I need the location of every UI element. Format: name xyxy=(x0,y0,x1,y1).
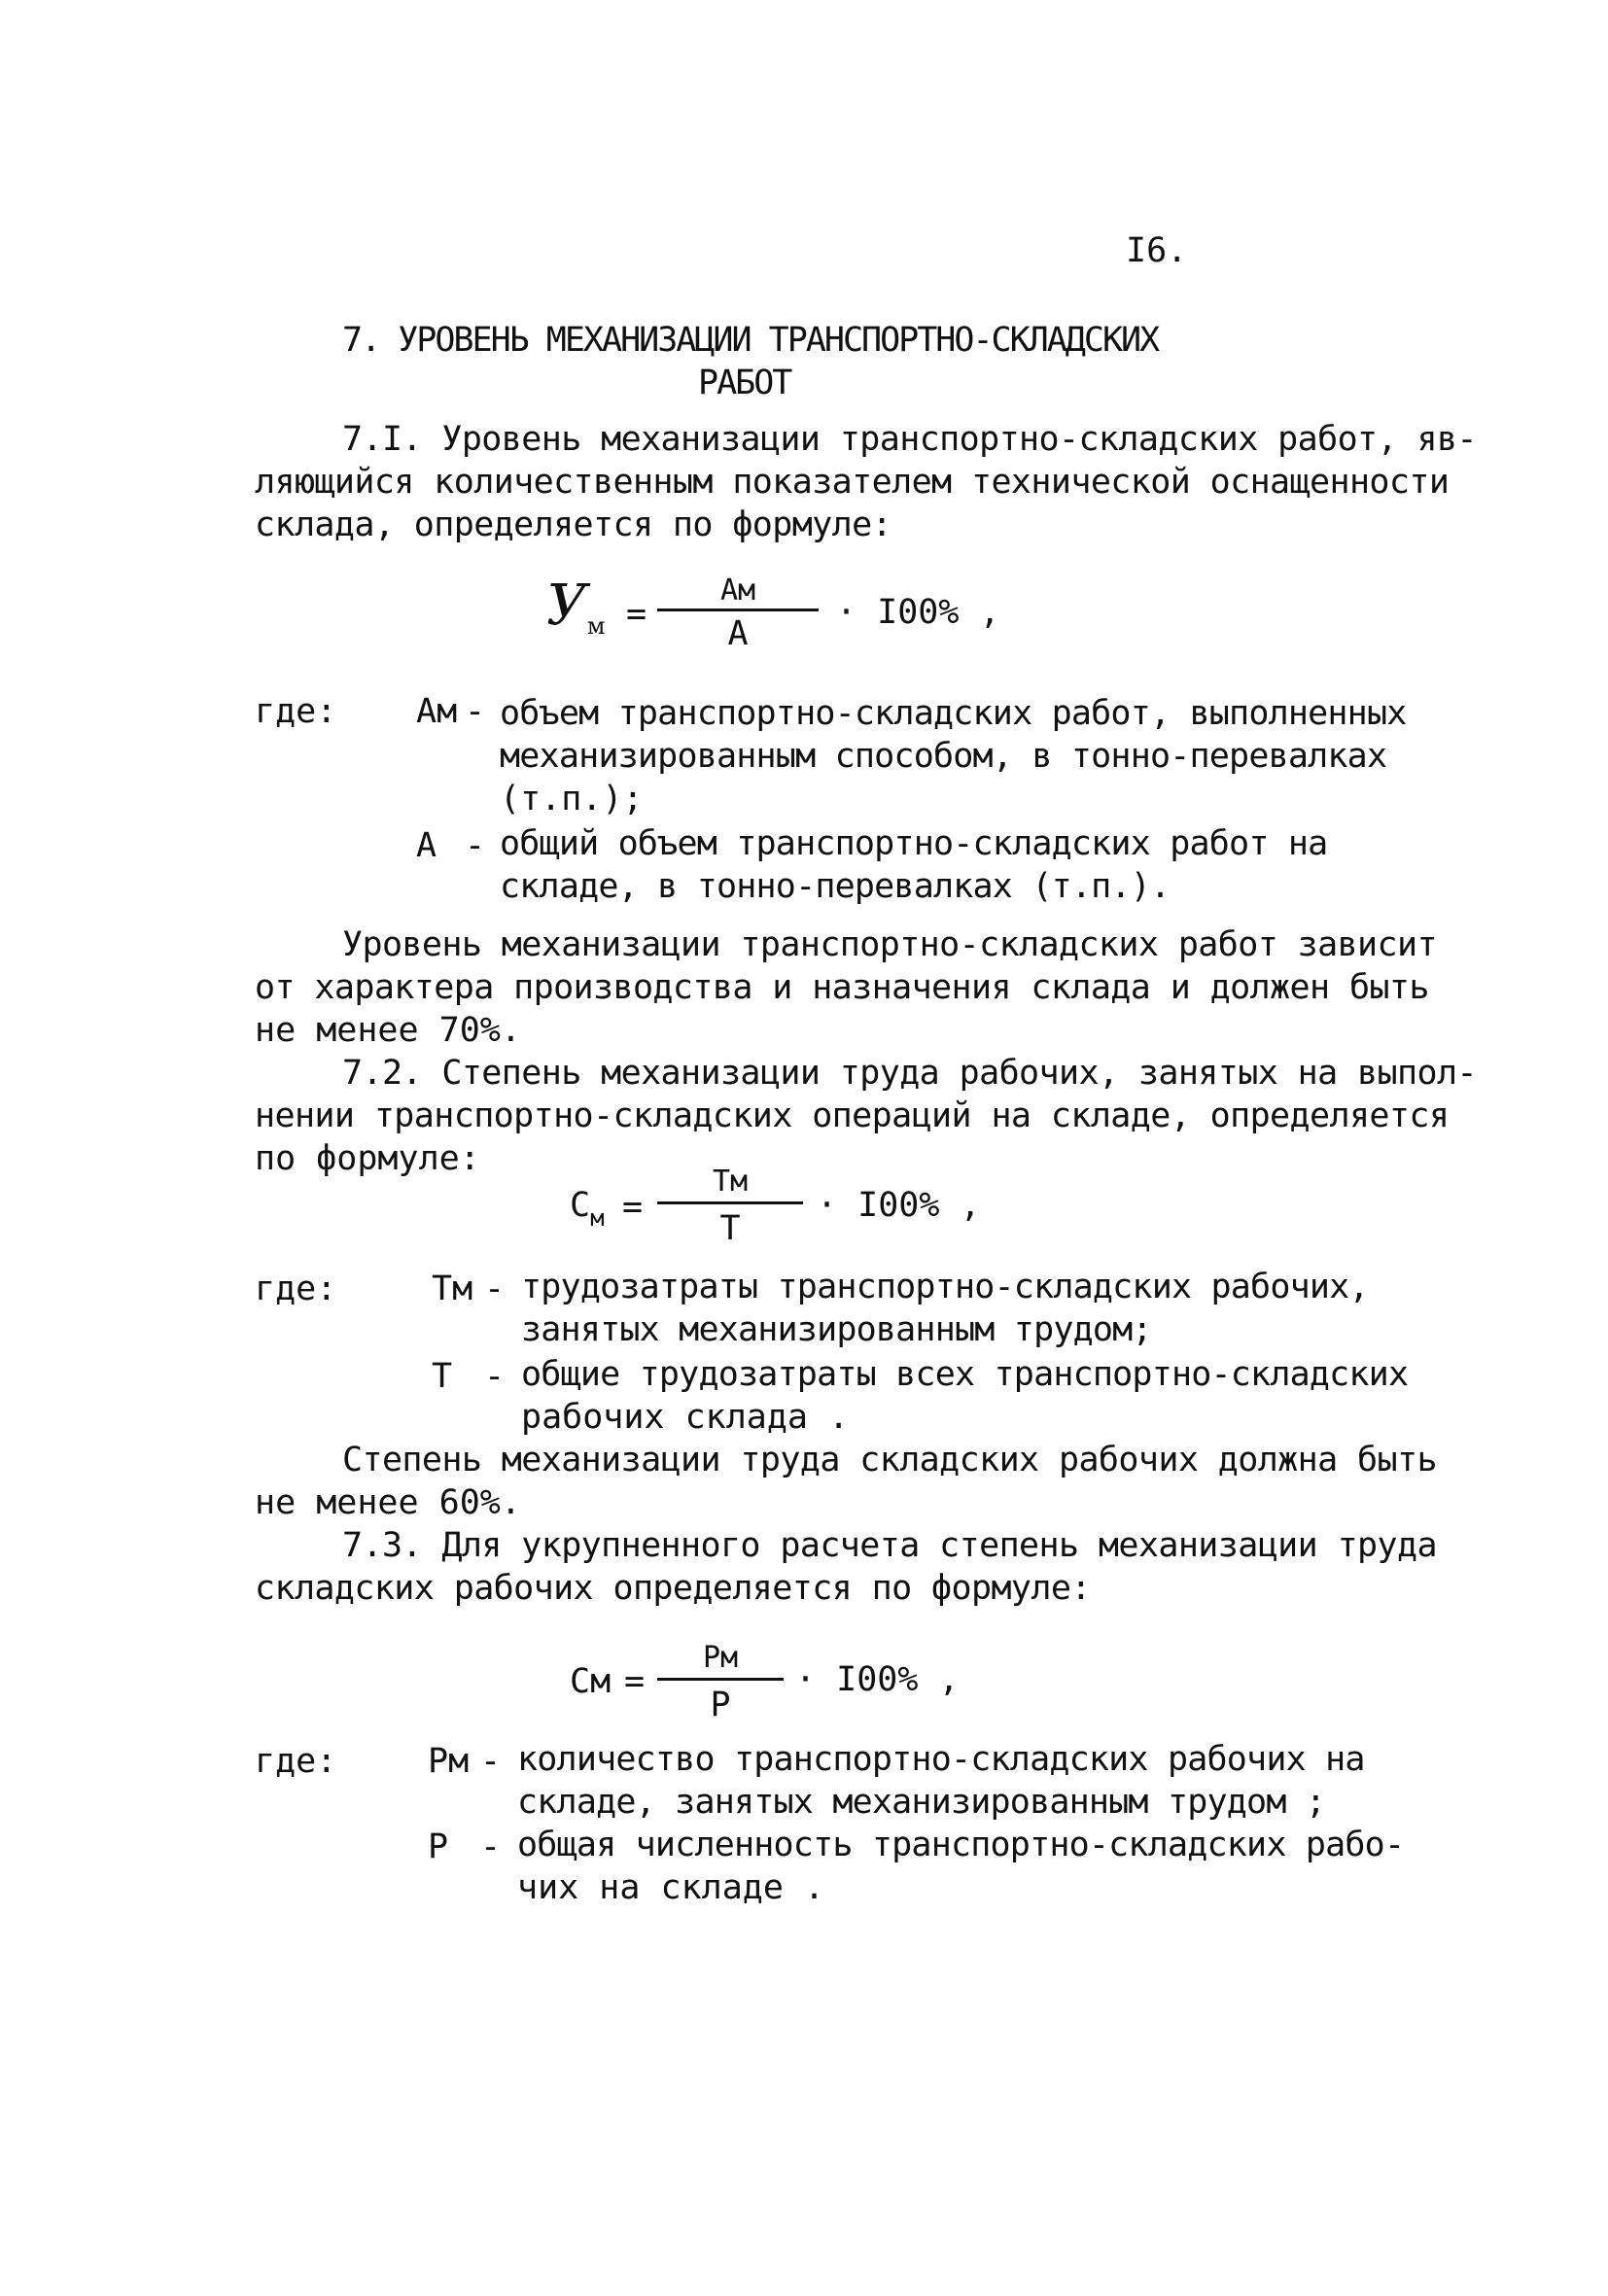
formula-2-equals: = xyxy=(622,1188,644,1227)
where-2-label: где: xyxy=(255,1270,337,1308)
where-3-item-1-line-2: складе, занятых механизированным трудом ; xyxy=(517,1783,1326,1822)
paragraph-degree-line-2: не менее 60%. xyxy=(255,1483,521,1522)
formula-1-equals: = xyxy=(626,595,647,634)
section-title-line2: РАБОТ xyxy=(698,364,791,402)
formula-2-lhs-subscript: м xyxy=(590,1204,605,1232)
formula-3-fraction-bar xyxy=(657,1678,784,1681)
formula-3-tail: · I00% , xyxy=(795,1660,960,1699)
formula-1-fraction-bar xyxy=(657,609,819,611)
where-2-item-1-symbol: Тм xyxy=(432,1270,473,1308)
formula-1-numerator: Ам xyxy=(719,574,756,608)
where-1-item-1-line-2: механизированным способом, в тонно-перевалках xyxy=(500,737,1387,776)
where-3-label: где: xyxy=(255,1742,337,1781)
where-1-item-1-dash: - xyxy=(465,692,486,731)
paragraph-7-3-line-2: складских рабочих определяется по формуле: xyxy=(255,1569,1091,1608)
paragraph-level-line-1: Уровень механизации транспортно-складских работ зависит xyxy=(342,925,1437,964)
formula-1-tail: · I00% , xyxy=(836,593,1000,632)
where-3-item-1-dash: - xyxy=(480,1742,502,1781)
where-3-item-1-symbol: Рм xyxy=(428,1742,470,1781)
where-3-item-1-line-1: количество транспортно-складских рабочих на xyxy=(517,1740,1365,1779)
where-2-item-1-line-2: занятых механизированным трудом; xyxy=(521,1310,1152,1349)
formula-1-fraction xyxy=(657,574,819,671)
formula-3-equals: = xyxy=(624,1662,646,1701)
paragraph-7-2-line-3: по формуле: xyxy=(255,1139,480,1178)
where-3-item-2-symbol: Р xyxy=(428,1827,449,1866)
page-number: I6. xyxy=(1126,231,1188,270)
where-2-item-2-dash: - xyxy=(484,1357,506,1396)
paragraph-7-2-line-1: 7.2. Степень механизации труда рабочих, занятых на выпол- xyxy=(342,1054,1477,1093)
formula-2-denominator: Т xyxy=(719,1209,741,1248)
formula-2-lhs-symbol: С xyxy=(570,1186,591,1225)
formula-2-numerator: Тм xyxy=(712,1165,749,1199)
where-1-item-2-dash: - xyxy=(465,826,486,865)
formula-3-numerator: Рм xyxy=(702,1641,739,1675)
paragraph-7-2-line-2: нении транспортно-складских операций на складе, определяется xyxy=(255,1096,1450,1135)
where-3-item-2-line-2: чих на складе . xyxy=(517,1868,825,1907)
where-2-item-2-line-2: рабочих склада . xyxy=(521,1398,850,1437)
formula-2-tail: · I00% , xyxy=(817,1186,981,1225)
formula-2-fraction xyxy=(657,1165,803,1262)
paragraph-7-1-line-2: ляющийся количественным показателем технической оснащенности xyxy=(255,463,1450,502)
where-1-item-2-line-2: складе, в тонно-перевалках (т.п.). xyxy=(500,867,1171,906)
paragraph-7-3-line-1: 7.3. Для укрупненного расчета степень механизации труда xyxy=(342,1526,1437,1565)
formula-1-lhs xyxy=(546,572,606,638)
formula-3-fraction xyxy=(657,1641,784,1738)
where-1-item-1-line-1: объем транспортно-складских работ, выполненных xyxy=(500,694,1407,733)
where-1-item-1-symbol: Ам xyxy=(416,692,458,731)
where-1-item-1-line-3: (т.п.); xyxy=(500,780,644,818)
where-2-item-2-line-1: общие трудозатраты всех транспортно-складских xyxy=(521,1355,1409,1394)
formula-2-fraction-bar xyxy=(657,1201,803,1204)
paragraph-7-1-line-3: склада, определяется по формуле: xyxy=(255,505,892,544)
section-title-line1: 7. УРОВЕНЬ МЕХАНИЗАЦИИ ТРАНСПОРТНО-СКЛАДСКИХ xyxy=(342,321,1159,360)
where-3-item-2-line-1: общая численность транспортно-складских рабо- xyxy=(517,1826,1405,1864)
where-1-item-2-line-1: общий объем транспортно-складских работ на xyxy=(500,824,1328,863)
where-1-item-2-symbol: А xyxy=(416,826,437,865)
formula-1-lhs-symbol: У xyxy=(546,572,587,638)
formula-2-lhs xyxy=(570,1186,605,1232)
where-1-label: где: xyxy=(255,692,337,731)
paragraph-level-line-2: от характера производства и назначения склада и должен быть xyxy=(255,968,1429,1007)
where-2-item-1-dash: - xyxy=(484,1270,506,1308)
paragraph-7-1-line-1: 7.I. Уровень механизации транспортно-складских работ, яв- xyxy=(342,420,1477,459)
formula-1-denominator: А xyxy=(727,614,749,653)
formula-3-denominator: Р xyxy=(710,1686,731,1724)
formula-3-lhs: См xyxy=(570,1662,612,1701)
paragraph-degree-line-1: Степень механизации труда складских рабочих должна быть xyxy=(342,1441,1437,1479)
where-3-item-2-dash: - xyxy=(480,1827,502,1866)
where-2-item-2-symbol: Т xyxy=(432,1357,453,1396)
paragraph-level-line-3: не менее 70%. xyxy=(255,1011,521,1050)
formula-1-lhs-subscript: м xyxy=(586,612,606,640)
where-2-item-1-line-1: трудозатраты транспортно-складских рабочих, xyxy=(521,1268,1369,1306)
